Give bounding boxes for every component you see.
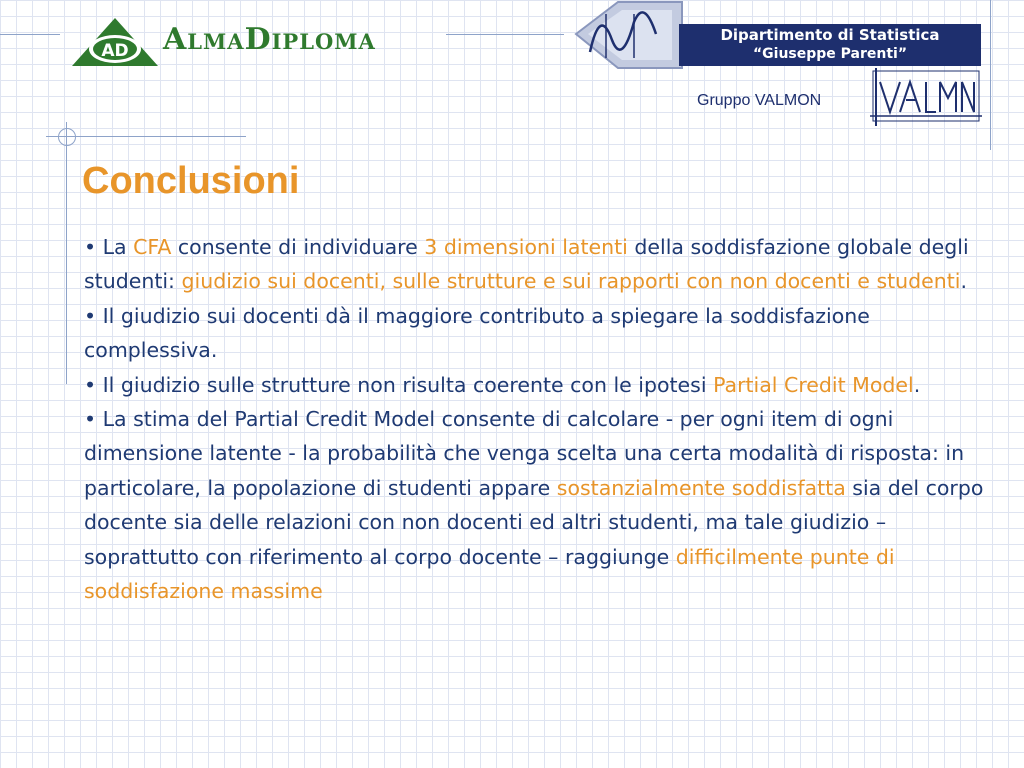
bullet-1-part-4: . (960, 269, 968, 294)
bullet-4 (84, 402, 994, 608)
bullet-4-part-1: • La stima del Partial Credit Model consente di calcolare - per ogni item di ogni dimensione latente - la probabilità che venga scelta una certa modalità di risposta: in particolare, la popolazione di studenti appare (84, 407, 965, 500)
bullet-1-highlight-cfa: CFA (133, 235, 172, 259)
department-logo (572, 0, 984, 72)
almadiploma-logo (70, 16, 442, 74)
bullet-3-part-2: . (913, 372, 921, 397)
top-rule-middle (446, 34, 564, 35)
department-name: Dipartimento di Statistica (720, 26, 940, 44)
group-label: Gruppo VALMON (697, 92, 822, 109)
department-subtitle: “Giuseppe Parenti” (752, 46, 908, 62)
ad-badge-icon (70, 16, 160, 74)
top-right-vertical-rule (990, 0, 991, 150)
bullet-4-part-2: sia del corpo docente sia delle relazioni con non docenti ed altri studenti, ma tale giudizio – soprattutto con riferimento al corpo docente – raggiunge (84, 475, 984, 569)
bullet-1-highlight-judgement: giudizio sui docenti, sulle strutture e sui rapporti con non docenti e studenti (181, 269, 961, 294)
almadiploma-wordmark: AlmaDiploma (163, 22, 376, 57)
statistics-arrow-icon (572, 0, 684, 72)
valmon-logo (870, 68, 982, 126)
bullet-3-highlight-pcm: Partial Credit Model (713, 372, 914, 397)
slide-body (84, 230, 994, 608)
bullet-1-part-1: • La (84, 235, 134, 259)
bullet-1-part-2: consente di individuare (171, 235, 425, 259)
ad-badge-text: AD (101, 41, 129, 61)
bullet-3 (84, 368, 994, 402)
left-vertical-rule (66, 122, 67, 384)
bullet-4-highlight-satisfied: sostanzialmente soddisfatta (556, 475, 846, 500)
corner-circle-ornament (58, 128, 76, 146)
department-banner (679, 24, 981, 66)
title-rule (46, 136, 246, 137)
top-rule-left (0, 34, 60, 35)
bullet-4-highlight-max: difficilmente punte di soddisfazione massime (84, 544, 895, 604)
bullet-2 (84, 299, 994, 368)
bullet-2-text: • Il giudizio sui docenti dà il maggiore contributo a spiegare la soddisfazione complessiva. (84, 303, 870, 363)
bullet-3-part-1: • Il giudizio sulle strutture non risulta coerente con le ipotesi (84, 372, 714, 397)
valmon-logo-text: VALMON (923, 124, 929, 125)
slide-title: Conclusioni (82, 160, 300, 202)
bullet-1-part-3: della soddisfazione globale degli studenti: (84, 235, 969, 294)
bullet-1-highlight-dimensions: 3 dimensioni latenti (424, 235, 628, 259)
bullet-1 (84, 230, 994, 299)
